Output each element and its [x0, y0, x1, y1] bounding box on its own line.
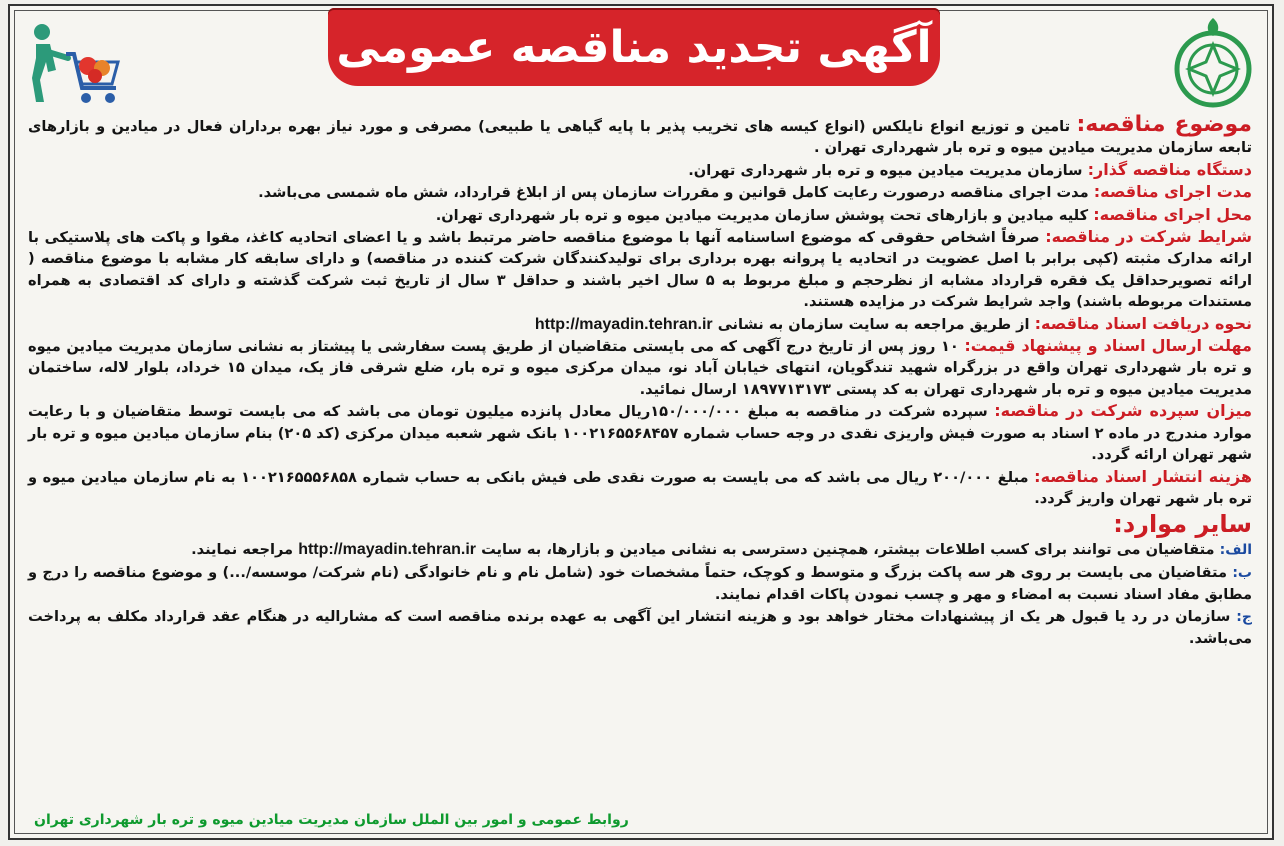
subject-text: تامین و توزیع انواع نایلکس (انواع کیسه های تخریب پذیر با پایه گیاهی یا طبیعی) مصرفی و مورد نیاز بهره برداران فعال در میادین و بازارهای تابعه سازمان مدیریت میادین میوه و تره بار شهرداری تهران . — [28, 118, 1252, 157]
organizer-text: سازمان مدیریت میادین میوه و تره بار شهرداری تهران. — [688, 161, 1083, 179]
deadline-label: مهلت ارسال اسناد و پیشنهاد قیمت: — [964, 336, 1252, 356]
conditions-label: شرایط شرکت در مناقصه: — [1045, 227, 1252, 247]
documents-paragraph — [28, 313, 1252, 335]
fee-cash: به صورت نقدی — [606, 468, 717, 486]
fee-paragraph — [28, 466, 1252, 510]
deposit-label: میزان سپرده شرکت در مناقصه: — [994, 401, 1252, 421]
documents-text: از طریق مراجعه به سایت سازمان به نشانی — [717, 315, 1030, 333]
duration-text: مدت اجرای مناقصه درصورت رعایت کامل قوانین و مقررات سازمان پس از ابلاغ قرارداد، شش ماه شمسی می‌باشد. — [258, 184, 1089, 202]
other-item-b — [28, 562, 1252, 606]
other-b-text-2: ، حتماً مشخصات خود (شامل نام و نام خانوادگی (نام شرکت/ موسسه/...) و — [208, 563, 748, 581]
advertisement-body — [28, 114, 1252, 649]
location-text: کلیه میادین و بازارهای تحت پوشش سازمان مدیریت میادین میوه و تره بار شهرداری تهران. — [435, 206, 1089, 224]
location-paragraph — [28, 204, 1252, 226]
duration-label: مدت اجرای مناقصه: — [1093, 182, 1252, 202]
duration-paragraph — [28, 181, 1252, 203]
other-a-text-2: مراجعه نمایند. — [191, 541, 294, 559]
other-b-text-1: متقاضیان می بایست — [1076, 563, 1227, 581]
deposit-text-2: می باشد که می بایست توسط متقاضیان و با رعایت موارد مندرج در ماده ۲ اسناد به صورت فیش واریزی نقدی در وجه حساب شماره ۱۰۰۲۱۶۵۵۶۸۴۵۷ بانک شهر شعبه میدان مرکزی (کد ۲۰۵) بنام سازمان میادین میوه و تره بار شهر تهران ارائه گردد. — [28, 403, 1252, 464]
organizer-paragraph — [28, 159, 1252, 181]
location-label: محل اجرای مناقصه: — [1093, 204, 1252, 224]
other-item-a — [28, 539, 1252, 561]
page-title: آگهی تجدید مناقصه عمومی — [336, 21, 932, 73]
other-a-label: الف: — [1219, 542, 1252, 559]
documents-url-link[interactable]: http://mayadin.tehran.ir — [534, 315, 713, 333]
other-b-bold-2: موضوع مناقصه — [92, 563, 203, 581]
footer-signature: روابط عمومی و امور بین الملل سازمان مدیریت میادین میوه و تره بار شهرداری تهران — [34, 812, 629, 828]
other-b-bold-1: بر روی هر سه پاکت بزرگ و متوسط و کوچک — [747, 563, 1072, 581]
organizer-label: دستگاه مناقصه گذار: — [1087, 159, 1252, 179]
other-item-c — [28, 606, 1252, 650]
subject-paragraph — [28, 114, 1252, 159]
other-b-label: ب: — [1232, 564, 1252, 581]
deposit-amount: مبلغ ۱۵۰/۰۰۰/۰۰۰ریال معادل پانزده میلیون تومان — [417, 403, 779, 421]
tehran-municipality-emblem-icon — [1168, 14, 1258, 114]
deadline-paragraph — [28, 335, 1252, 400]
conditions-paragraph — [28, 226, 1252, 313]
other-c-text: سازمان در رد یا قبول هر یک از پیشنهادات مختار خواهد بود و هزینه انتشار این آگهی به عهده برنده مناقصه است که مشارالیه در هنگام عقد قرارداد مکلف به پرداخت می‌باشد. — [28, 607, 1252, 647]
shopping-cart-person-icon — [22, 18, 126, 112]
title-banner — [328, 8, 940, 86]
deadline-days: ۱۰ روز — [909, 338, 959, 356]
other-c-label: ج: — [1236, 608, 1252, 625]
other-a-url-link[interactable]: http://mayadin.tehran.ir — [298, 541, 476, 559]
fee-label: هزینه انتشار اسناد مناقصه: — [1034, 466, 1252, 486]
other-heading: سایر موارد: — [1113, 510, 1252, 539]
fee-text-1: مبلغ ۲۰۰/۰۰۰ ریال می باشد که می بایست — [722, 468, 1029, 486]
other-a-text-1: متقاضیان می توانند برای کسب اطلاعات بیشتر، همچنین دسترسی به نشانی میادین و بازارها، به سایت — [481, 541, 1215, 559]
fee-text-2: طی فیش بانکی به حساب شماره ۱۰۰۲۱۶۵۵۵۶۸۵۸ به نام سازمان میادین میوه و تره بار شهر تهران واریز گردد. — [28, 468, 1252, 507]
deadline-text: پس از تاریخ درج آگهی که می بایستی متقاضیان از طریق پست سفارشی یا پیشتاز به نشانی سازمان مدیریت میادین میوه و تره بار شهرداری تهران واقع در بزرگراه شهید تندگویان، انتهای خیابان آباد نو، میدان مرکزی میوه و تره بار، ضلع شرقی فاز یک، میدان ۱۵ خرداد، بلوار لاله، ساختمان مدیریت میادین میوه و تره بار شهرداری تهران به کد پستی ۱۸۹۷۷۱۳۱۷۳ ارسال نمائید. — [28, 338, 1253, 398]
deposit-text-1: سپرده شرکت در مناقصه به — [785, 403, 988, 421]
other-b-text-3: را درج و مطابق مفاد اسناد نسبت به امضاء و مهر و چسب نمودن پاکات اقدام نمایند. — [28, 563, 1252, 604]
conditions-text: صرفاً اشخاص حقوقی که موضوع اساسنامه آنها با موضوع مناقصه حاضر مرتبط باشد و یا اعضای اتحادیه کاغذ، مقوا و پاکت های پلاستیکی با ارائه مدارک مثبته (کپی برابر با اصل عضویت در اتحادیه یا پروانه بهره برداری برای تولیدکنندگان شرکت کننده در مناقصه) و دارای سابقه کار مشابه با موضوع مناقصه ( ارائه تصویرحداقل یک فقره قرارداد مشابه از نظرحجم و مبلغ مربوط به ۵ سال اخیر باشند و حداقل ۳ سال از تاریخ ثبت شرکت گذشته و دارای کد اقتصادی به همراه مستندات مربوطه باشند) واجد شرایط شرکت در مزایده هستند. — [28, 229, 1252, 311]
subject-label: موضوع مناقصه: — [1076, 112, 1252, 137]
documents-label: نحوه دریافت اسناد مناقصه: — [1034, 313, 1252, 333]
deposit-paragraph — [28, 400, 1252, 465]
advertisement-page — [8, 4, 1274, 840]
